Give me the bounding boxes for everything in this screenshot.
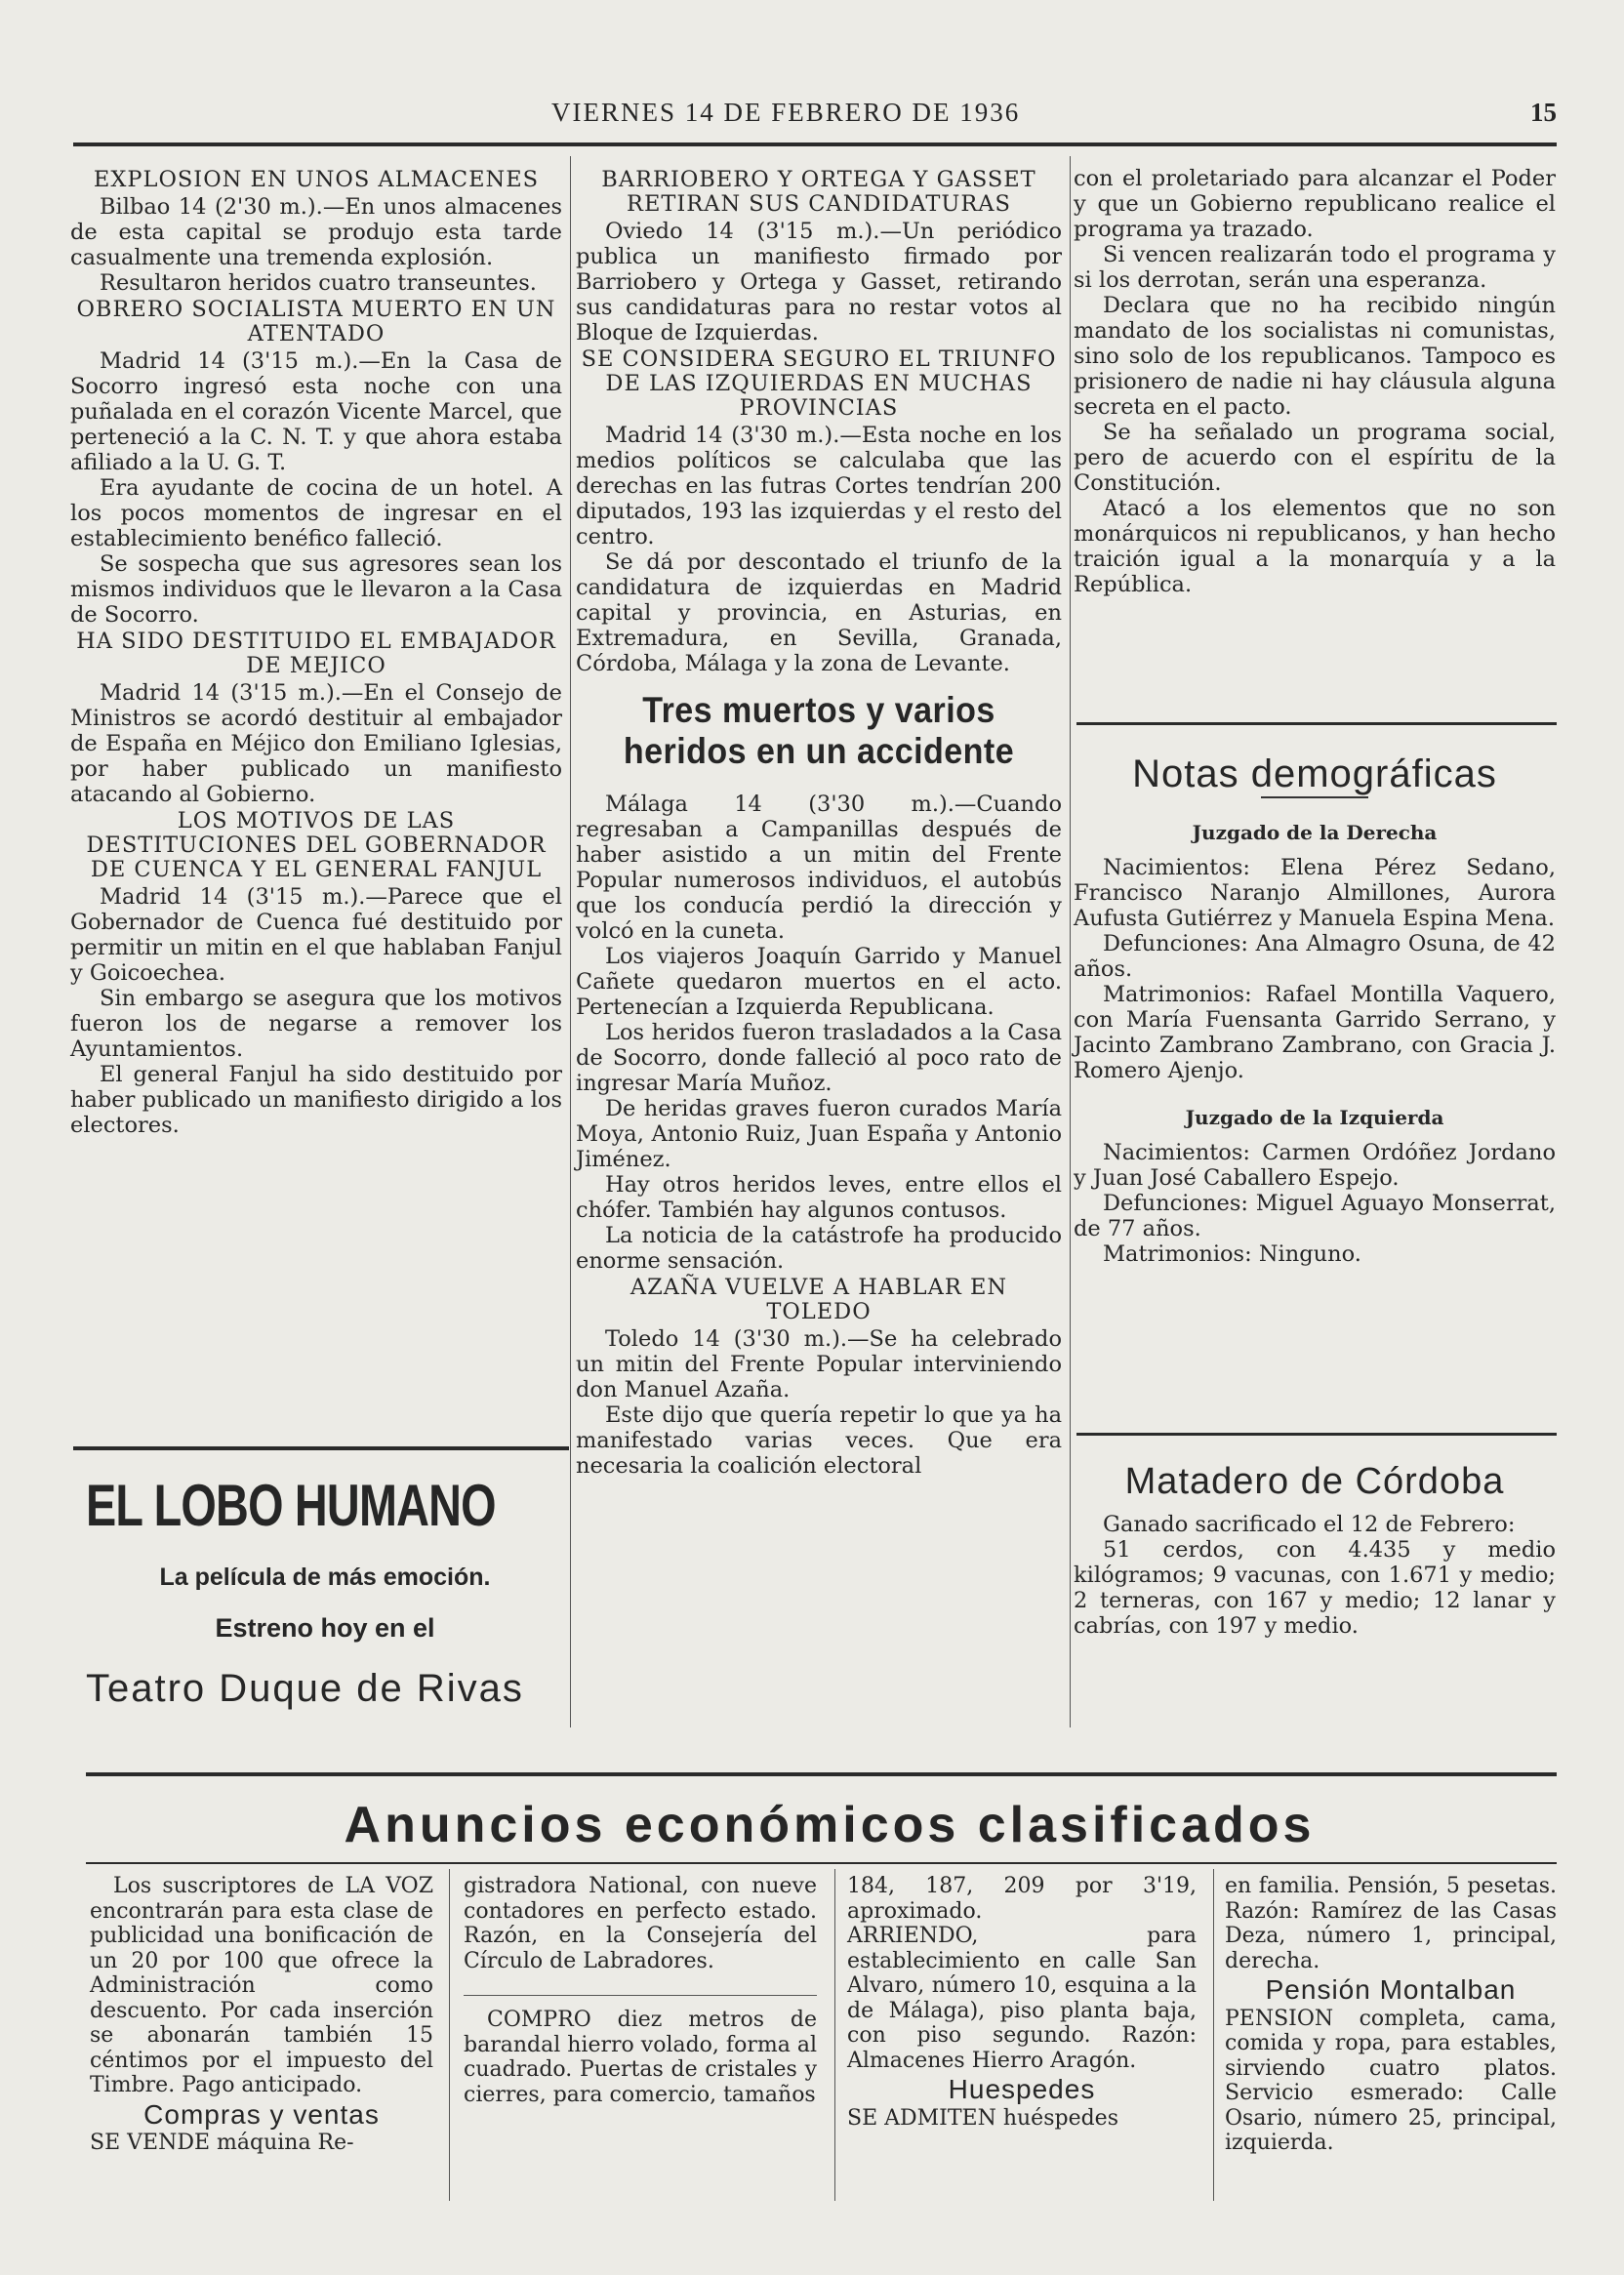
paragraph: Si vencen realizarán todo el programa y si los derrotan, serán una esperanza. (1074, 242, 1556, 293)
paragraph: Los heridos fueron trasladados a la Casa de Socorro, donde falleció al poco rato de ingresar María Muñoz. (576, 1020, 1062, 1096)
paragraph: COMPRO diez metros de barandal hierro volado, forma al cuadrado. Puertas de cristales y cierres, para comercio, tamaños (464, 2008, 817, 2107)
headline-triunfo: SE CONSIDERA SEGURO EL TRIUNFO DE LAS IZQUIERDAS EN MUCHAS PROVINCIAS (581, 346, 1057, 421)
paragraph: Nacimientos: Elena Pérez Sedano, Francisco Naranjo Almillones, Aurora Aufusta Gutiérrez y Manuela Espina Mena. (1074, 855, 1556, 931)
ad-premiere: Estreno hoy en el (215, 1613, 435, 1643)
paragraph: Madrid 14 (3'15 m.).—Parece que el Gobernador de Cuenca fué destituido por permitir un mitin en el que hablaban Fanjul y Goicoechea. (70, 884, 562, 986)
column-3 (1074, 166, 1556, 597)
paragraph: ARRIENDO, para establecimiento en calle San Alvaro, número 10, esquina a la de Málaga), piso planta baja, con piso segundo. Razón: Almacenes Hierro Aragón. (847, 1924, 1197, 2073)
headline-obrero: OBRERO SOCIALISTA MUERTO EN UN ATENTADO (76, 297, 556, 346)
paragraph: Atacó a los elementos que no son monárquicos ni republicanos, y han hecho traición igual a la monarquía y a la República. (1074, 496, 1556, 597)
paragraph: La noticia de la catástrofe ha producido enorme sensación. (576, 1223, 1062, 1274)
paragraph: Madrid 14 (3'15 m.).—En el Consejo de Ministros se acordó destituir al embajador de España en Méjico don Emiliano Iglesias, por haber publicado un manifiesto atacando al Gobierno. (70, 680, 562, 807)
headline-barriobero: BARRIOBERO Y ORTEGA Y GASSET RETIRAN SUS CANDIDATURAS (601, 167, 1036, 217)
paragraph: Nacimientos: Carmen Ordóñez Jordano y Juan José Caballero Espejo. (1074, 1140, 1556, 1191)
paragraph: Los suscriptores de LA VOZ encontrarán para esta clase de publicidad una bonificación de un 20 por 100 que ofrece la Administración como descuento. Por cada inserción se abonarán también 15 céntimos por el impuesto del Timbre. Pago anticipado. (90, 1874, 433, 2097)
ad-top-rule (73, 1446, 569, 1450)
column-divider (570, 156, 571, 1727)
headline-destituciones: LOS MOTIVOS DE LAS DESTITUCIONES DEL GOBERNADOR DE CUENCA Y EL GENERAL FANJUL (86, 808, 547, 882)
paragraph: Resultaron heridos cuatro transeuntes. (100, 270, 537, 296)
paragraph: De heridas graves fueron curados María Moya, Antonio Ruiz, Juan España y Antonio Jiménez. (576, 1096, 1062, 1172)
paragraph: Declara que no ha recibido ningún mandato de los socialistas ni comunistas, sino solo de los republicanos. Tampoco es prisionero de nadie ni hay cláusula alguna secreta en el pacto. (1074, 293, 1556, 420)
headline-explosion: EXPLOSION EN UNOS ALMACENES (93, 167, 540, 192)
page-header (73, 98, 1557, 141)
classified-col-4 (1225, 1874, 1557, 2156)
ad-tagline: La película de más emoción. (159, 1564, 491, 1591)
paragraph: con el proletariado para alcanzar el Poder y que un Gobierno republicano realice el programa ya trazado. (1074, 166, 1556, 242)
headline-accidente: Tres muertos y varios heridos en un accidente (623, 690, 1015, 771)
column-divider (1070, 156, 1071, 1727)
classified-separator (464, 1995, 817, 1996)
classified-col-3 (847, 1874, 1197, 2131)
paragraph: Defunciones: Miguel Aguayo Monserrat, de 77 años. (1074, 1191, 1556, 1241)
paragraph: SE ADMITEN huéspedes (847, 2105, 1118, 2131)
paragraph: Málaga 14 (3'30 m.).—Cuando regresaban a Campanillas después de haber asistido a un mitin del Frente Popular numerosos individuos, el autobús que los conducía perdió la dirección y volcó en la cuneta. (576, 792, 1062, 944)
classified-divider (449, 1869, 450, 2201)
paragraph: PENSION completa, cama, comida y ropa, para estables, sirviendo cuatro platos. Servicio esmerado: Calle Osario, número 25, principal, izquierda. (1225, 2006, 1557, 2155)
paragraph: Hay otros heridos leves, entre ellos el chófer. También hay algunos contusos. (576, 1172, 1062, 1223)
ad-title: EL LOBO HUMANO (86, 1473, 496, 1538)
matadero-top-rule (1076, 1433, 1557, 1436)
paragraph: Defunciones: Ana Almagro Osuna, de 42 años. (1074, 931, 1556, 982)
paragraph: Toledo 14 (3'30 m.).—Se ha celebrado un mitin del Frente Popular interviniendo don Manuel Azaña. (576, 1326, 1062, 1402)
paragraph: Sin embargo se asegura que los motivos fueron los de negarse a remover los Ayuntamientos. (70, 986, 562, 1062)
page-number: 15 (1530, 98, 1557, 127)
classifieds-title: Anuncios económicos clasificados (344, 1797, 1316, 1853)
headline-embajador: HA SIDO DESTITUIDO EL EMBAJADOR DE MEJICO (76, 629, 556, 678)
paragraph: SE VENDE máquina Re- (90, 2131, 354, 2155)
paragraph: Madrid 14 (3'30 m.).—Esta noche en los medios políticos se calculaba que las derechas en las futras Cortes tendrían 200 diputados, 193 las izquierdas y el resto del centro. (576, 423, 1062, 549)
paragraph: Se sospecha que sus agresores sean los mismos individuos que le llevaron a la Casa de Socorro. (70, 551, 562, 628)
paragraph: Era ayudante de cocina de un hotel. A los pocos momentos de ingresar en el establecimiento benéfico falleció. (70, 475, 562, 551)
matadero-title: Matadero de Córdoba (1124, 1461, 1505, 1502)
matadero-cordoba (1074, 1461, 1556, 1639)
header-rule (73, 142, 1557, 146)
classified-col-1 (90, 1874, 433, 2156)
section-compras-ventas: Compras y ventas (143, 2098, 380, 2130)
issue-date: VIERNES 14 DE FEBRERO DE 1936 (551, 98, 1021, 127)
classified-divider (834, 1869, 835, 2201)
paragraph: Matrimonios: Ninguno. (1103, 1241, 1361, 1267)
paragraph: Ganado sacrificado el 12 de Febrero: (1103, 1512, 1516, 1537)
paragraph: Matrimonios: Rafael Montilla Vaquero, con María Fuensanta Garrido Serrano, y Jacinto Zambrano Zambrano, con Gracia J. Romero Ajenjo. (1074, 982, 1556, 1083)
subhead-izquierda: Juzgado de la Izquierda (1185, 1106, 1444, 1129)
notas-title: Notas demográficas (1132, 752, 1497, 795)
section-huespedes: Huespedes (948, 2074, 1096, 2104)
paragraph: en familia. Pensión, 5 pesetas. Razón: Ramírez de las Casas Deza, número 1, principal, derecha. (1225, 1874, 1557, 1973)
paragraph: 184, 187, 209 por 3'19, aproximado. (847, 1874, 1197, 1924)
paragraph: Oviedo 14 (3'15 m.).—Un periódico publica un manifiesto firmado por Barriobero y Ortega y Gasset, retirando sus candidaturas para no restar votos al Bloque de Izquierdas. (576, 219, 1062, 345)
column-2 (576, 166, 1062, 1479)
classified-col-2 (464, 1874, 817, 2107)
paragraph: Madrid 14 (3'15 m.).—En la Casa de Socorro ingresó esta noche con una puñalada en el corazón Vicente Marcel, que perteneció a la C. N. T. y que ahora estaba afiliado a la U. G. T. (70, 348, 562, 475)
paragraph: Los viajeros Joaquín Garrido y Manuel Cañete quedaron muertos en el acto. Pertenecían a Izquierda Republicana. (576, 944, 1062, 1020)
paragraph: gistradora National, con nueve contadores en perfecto estado. Razón, en la Consejería del Círculo de Labradores. (464, 1874, 817, 1973)
ad-theatre: Teatro Duque de Rivas (86, 1667, 524, 1710)
notas-demograficas (1074, 752, 1556, 1267)
paragraph: Se ha señalado un programa social, pero de acuerdo con el espíritu de la Constitución. (1074, 420, 1556, 496)
paragraph: Este dijo que quería repetir lo que ya ha manifestado varias veces. Que era necesaria la coalición electoral (576, 1402, 1062, 1479)
paragraph: Se dá por descontado el triunfo de la candidatura de izquierdas en Madrid capital y provincia, en Asturias, en Extremadura, en Sevilla, Granada, Córdoba, Málaga y la zona de Levante. (576, 549, 1062, 676)
paragraph: El general Fanjul ha sido destituido por haber publicado un manifiesto dirigido a los electores. (70, 1062, 562, 1138)
title-underline (1261, 796, 1368, 798)
classifieds-top-rule (86, 1772, 1557, 1776)
subhead-derecha: Juzgado de la Derecha (1192, 821, 1438, 844)
classifieds-sub-rule (86, 1862, 1557, 1864)
notas-top-rule (1076, 722, 1557, 725)
paragraph: 51 cerdos, con 4.435 y medio kilógramos; 9 vacunas, con 1.671 y medio; 2 terneras, con 167 y medio; 12 lanar y cabrías, con 197 y medio. (1074, 1537, 1556, 1639)
paragraph: Bilbao 14 (2'30 m.).—En unos almacenes de esta capital se produjo esta tarde casualmente una tremenda explosión. (70, 194, 562, 270)
movie-advertisement (86, 1474, 564, 1747)
section-pension-montalban: Pensión Montalban (1265, 1974, 1517, 2005)
classified-divider (1213, 1869, 1214, 2201)
headline-azana: AZAÑA VUELVE A HABLAR EN TOLEDO (629, 1275, 1008, 1324)
column-1 (70, 166, 562, 1138)
